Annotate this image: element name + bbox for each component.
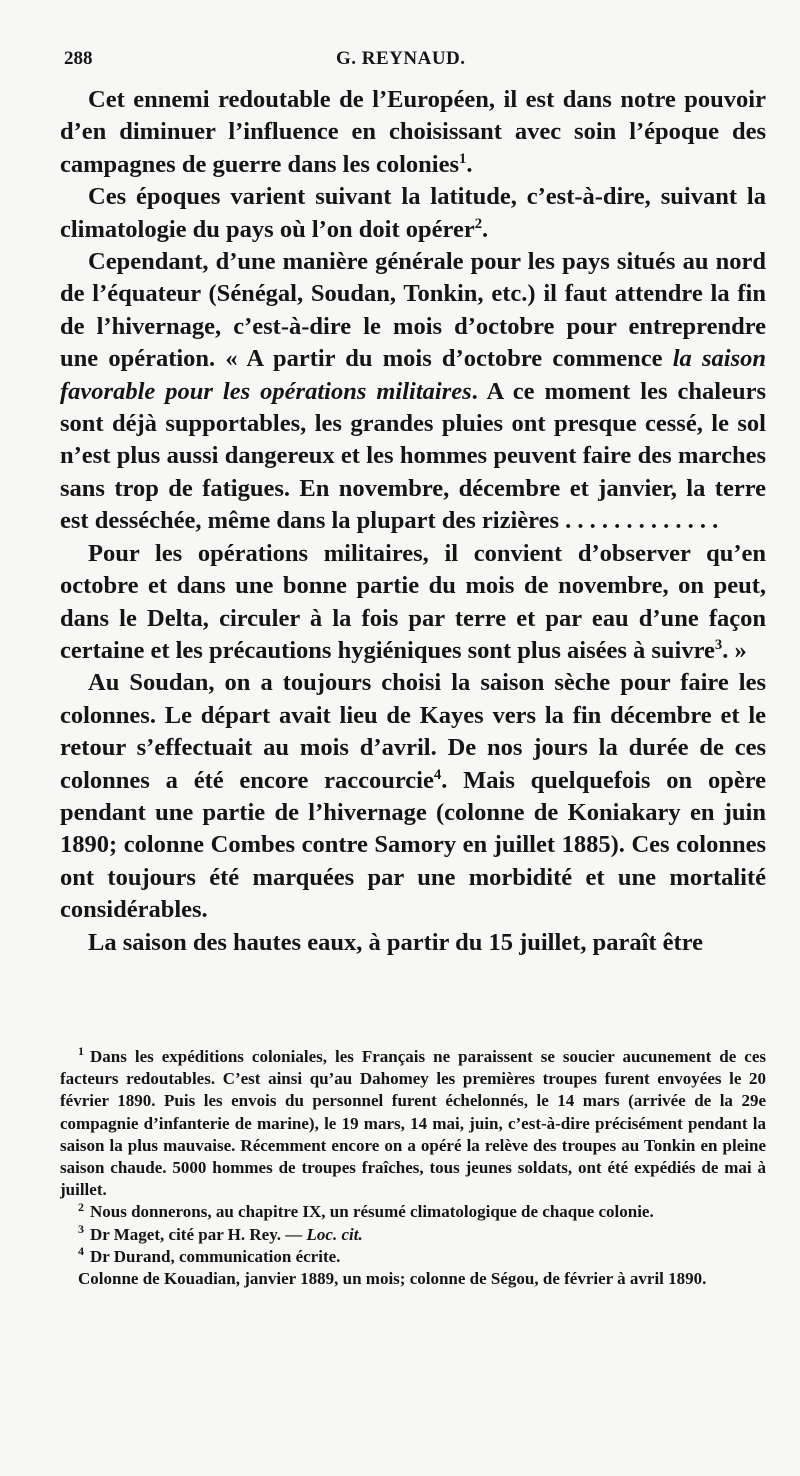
footnote-mark: 1 bbox=[78, 1044, 84, 1059]
footnote: Colonne de Kouadian, janvier 1889, un mois; colonne de Ségou, de février à avril 1890. bbox=[78, 1269, 707, 1289]
footnote-ref[interactable]: 4 bbox=[433, 766, 442, 783]
page-header bbox=[64, 40, 764, 76]
footnotes bbox=[60, 1046, 766, 1290]
paragraph: La saison des hautes eaux, à partir du 15 juillet, paraît être bbox=[88, 928, 704, 956]
footnote: $^2$ Nous donnerons, au chapitre IX, un résumé climatologique de chaque colonie. bbox=[78, 1199, 654, 1222]
footnote-mark: 3 bbox=[78, 1221, 84, 1236]
paragraph: Au Soudan, on a toujours choisi la saison sèche pour faire les colonnes. Le départ avait lieu de Kayes vers la fin décembre et le retour s’effectuait au mois d’avril. De nos jours la durée de ces colonnes a été encore raccourcie$^4$. Mais quelquefois on opère pendant une partie de l’hivernage (colonne de Koniakary en juin 1890; colonne Combes contre Samory en juillet 1885). Ces colonnes ont toujours été marquées par une morbidité et une mortalité considérables. bbox=[60, 669, 766, 924]
italic-phrase: la saison favorable pour les opérations militaires bbox=[60, 345, 766, 405]
footnote-mark: 2 bbox=[78, 1199, 84, 1214]
page-number: 288 bbox=[64, 48, 93, 69]
paragraph: Cependant, d’une manière générale pour les pays situés au nord de l’équateur (Sénégal, Soudan, Tonkin, etc.) il faut attendre la fin de l’hivernage, c’est-à-dire le mois d’octobre pour entreprendre une opération. « A partir du mois d’octobre commence la saison favorable pour les opérations militaires. A ce moment les chaleurs sont déjà supportables, les grandes pluies ont presque cessé, le sol n’est plus aussi dangereux et les hommes peuvent faire des marches sans trop de fatigues. En novembre, décembre et janvier, la terre est desséchée, même dans la plupart des rizières . . . . . . . . . . . . . bbox=[60, 248, 766, 535]
body-text bbox=[60, 84, 766, 959]
footnote: $^1$ Dans les expéditions coloniales, les Français ne paraissent se soucier aucunement de ces facteurs redoutables. C’est ainsi qu’au Dahomey les premières troupes furent envoyées le 20 février 1890. Puis les envois du personnel furent échelonnés, le 14 mars (arrivée de la 29e compagnie d’infanterie de marine), le 19 mars, 14 mai, juin, c’est-à-dire précisément pendant la saison la plus mauvaise. Récemment encore on a opéré la relève des troupes au Tonkin en pleine saison chaude. 5000 hommes de troupes fraîches, tous jeunes soldats, ont été expédiés de mai à juillet. bbox=[60, 1044, 766, 1200]
footnote-ref[interactable]: 3 bbox=[714, 636, 723, 653]
footnote: $^3$ Dr Maget, cité par H. Rey. — Loc. cit. bbox=[78, 1221, 363, 1244]
italic-phrase: Loc. cit. bbox=[306, 1224, 363, 1244]
footnote: $^4$ Dr Durand, communication écrite. bbox=[78, 1244, 341, 1266]
footnote-mark: 4 bbox=[78, 1244, 84, 1259]
paragraph: Ces époques varient suivant la latitude, c’est-à-dire, suivant la climatologie du pays où l’on doit opérer$^2$. bbox=[60, 183, 766, 243]
running-title: G. REYNAUD. bbox=[336, 48, 466, 69]
paragraph: Cet ennemi redoutable de l’Européen, il est dans notre pouvoir d’en diminuer l’influence en choisissant avec soin l’époque des campagnes de guerre dans les colonies$^1$. bbox=[60, 86, 766, 178]
footnote-ref[interactable]: 1 bbox=[459, 150, 467, 167]
footnote-ref[interactable]: 2 bbox=[474, 215, 483, 232]
paragraph: Pour les opérations militaires, il convient d’observer qu’en octobre et dans une bonne partie du mois de novembre, on peut, dans le Delta, circuler à la fois par terre et par eau d’une façon certaine et les précautions hygiéniques sont plus aisées à suivre$^3$. » bbox=[60, 539, 766, 664]
